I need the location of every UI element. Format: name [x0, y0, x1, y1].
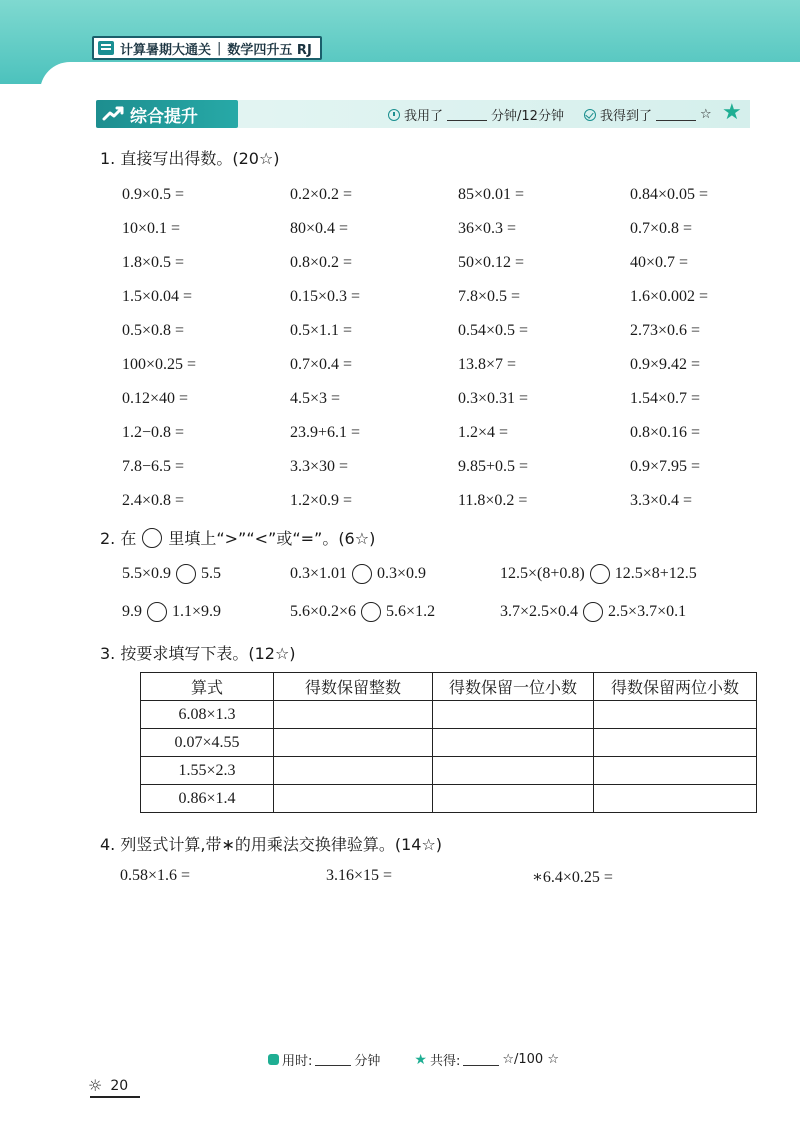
table-answer-cell[interactable] — [594, 785, 757, 813]
comparison-item — [290, 602, 500, 622]
q1-problem: 1.2×4 = — [458, 424, 509, 441]
q1-problem: 85×0.01 = — [458, 186, 525, 203]
page-underline — [90, 1096, 140, 1098]
comparison-item — [290, 564, 500, 584]
q1-row — [122, 178, 742, 212]
q1-problem: 1.6×0.002 = — [630, 288, 709, 305]
q2-row-2 — [122, 602, 760, 622]
comparison-right: 1.1×9.9 — [172, 603, 222, 620]
time-used-blank[interactable] — [447, 108, 487, 121]
q1-grid — [122, 178, 742, 518]
table-answer-cell[interactable] — [274, 757, 433, 785]
q1-row — [122, 280, 742, 314]
q3-title: 3. 按要求填写下表。(12☆) — [100, 644, 296, 663]
q4-item: 3.16×15 = — [326, 867, 393, 884]
q1-problem: 2.73×0.6 = — [630, 322, 701, 339]
self-record — [388, 105, 712, 124]
comparison-right: 2.5×3.7×0.1 — [608, 603, 687, 620]
q1-problem: 0.2×0.2 = — [290, 186, 353, 203]
star-icon: ★ — [414, 1051, 427, 1068]
q1-problem: 0.15×0.3 = — [290, 288, 361, 305]
q1-problem: 3.3×30 = — [290, 458, 349, 475]
table-expression-cell: 1.55×2.3 — [141, 757, 274, 785]
q1-problem: 9.85+0.5 = — [458, 458, 529, 475]
q1-problem: 50×0.12 = — [458, 254, 525, 271]
answer-circle[interactable] — [590, 564, 610, 584]
q1-problem: 100×0.25 = — [122, 356, 197, 373]
q3-table — [140, 672, 757, 813]
q2-row-1 — [122, 564, 760, 584]
clock-icon — [388, 109, 400, 121]
table-answer-cell[interactable] — [433, 785, 594, 813]
q1-row — [122, 348, 742, 382]
footer-time-unit: 分钟 — [354, 1054, 381, 1069]
series-tag — [92, 36, 322, 60]
table-row — [141, 785, 757, 813]
q1-problem: 0.9×0.5 = — [122, 186, 185, 203]
q1-problem: 80×0.4 = — [290, 220, 349, 237]
q1-problem: 0.84×0.05 = — [630, 186, 709, 203]
q1-problem: 1.2−0.8 = — [122, 424, 185, 441]
footer-score-unit: ☆/100 ☆ — [502, 1052, 559, 1067]
comparison-item — [122, 564, 290, 584]
time-unit: 分钟/12分钟 — [491, 109, 564, 124]
page-curve — [40, 62, 800, 102]
q1-problem: 11.8×0.2 = — [458, 492, 528, 509]
table-header-cell: 得数保留整数 — [274, 673, 433, 701]
table-answer-cell[interactable] — [274, 729, 433, 757]
score-blank[interactable] — [656, 108, 696, 121]
q2-title-pre: 2. 在 — [100, 529, 137, 548]
comparison-item — [122, 602, 290, 622]
comparison-right: 5.5 — [201, 565, 222, 582]
footer-score-blank[interactable] — [463, 1053, 499, 1066]
table-answer-cell[interactable] — [433, 757, 594, 785]
q1-problem: 0.5×1.1 = — [290, 322, 353, 339]
q1-problem: 13.8×7 = — [458, 356, 517, 373]
table-expression-cell: 6.08×1.3 — [141, 701, 274, 729]
q1-problem: 40×0.7 = — [630, 254, 689, 271]
trend-up-icon — [102, 105, 126, 123]
comparison-item — [500, 602, 760, 622]
comparison-left: 9.9 — [122, 603, 142, 620]
footer-time-label: 用时: — [282, 1054, 313, 1069]
q1-problem: 0.5×0.8 = — [122, 322, 185, 339]
comparison-right: 5.6×1.2 — [386, 603, 436, 620]
q2-title — [100, 526, 375, 549]
footer-time-blank[interactable] — [315, 1053, 351, 1066]
answer-circle[interactable] — [361, 602, 381, 622]
footer-record — [268, 1050, 559, 1069]
series-subject: 数学四升五 RJ — [227, 42, 312, 58]
footer-score — [414, 1050, 559, 1069]
q1-problem: 2.4×0.8 = — [122, 492, 185, 509]
page-number-area — [88, 1076, 128, 1095]
star-decoration-icon: ★ — [722, 100, 742, 125]
score-star: ☆ — [699, 107, 712, 122]
q1-problem: 7.8×0.5 = — [458, 288, 521, 305]
q1-problem: 3.3×0.4 = — [630, 492, 693, 509]
q4-item: 0.58×1.6 = — [120, 867, 191, 884]
answer-circle[interactable] — [583, 602, 603, 622]
q1-problem: 0.8×0.16 = — [630, 424, 701, 441]
table-answer-cell[interactable] — [274, 701, 433, 729]
q1-problem: 0.3×0.31 = — [458, 390, 529, 407]
table-expression-cell: 0.07×4.55 — [141, 729, 274, 757]
q1-problem: 36×0.3 = — [458, 220, 517, 237]
q1-row — [122, 246, 742, 280]
check-icon — [584, 109, 596, 121]
time-used-label: 我用了 — [404, 109, 444, 124]
q1-problem: 0.7×0.4 = — [290, 356, 353, 373]
q1-problem: 0.9×7.95 = — [630, 458, 701, 475]
q1-problem: 23.9+6.1 = — [290, 424, 361, 441]
table-answer-cell[interactable] — [433, 729, 594, 757]
footer-time — [268, 1050, 380, 1069]
q2-title-post: 里填上“>”“<”或“=”。(6☆) — [168, 529, 376, 548]
comparison-left: 3.7×2.5×0.4 — [500, 603, 579, 620]
q1-row — [122, 382, 742, 416]
timer-icon — [268, 1054, 279, 1065]
table-expression-cell: 0.86×1.4 — [141, 785, 274, 813]
q1-problem: 4.5×3 = — [290, 390, 341, 407]
section-title: 综合提升 — [130, 106, 198, 127]
q1-row — [122, 450, 742, 484]
answer-circle[interactable] — [352, 564, 372, 584]
answer-circle[interactable] — [147, 602, 167, 622]
section-header — [96, 100, 238, 128]
series-separator: | — [217, 40, 222, 56]
q1-problem: 1.54×0.7 = — [630, 390, 701, 407]
table-row — [141, 701, 757, 729]
book-icon — [98, 41, 114, 55]
comparison-item — [500, 564, 760, 584]
score-label: 我得到了 — [599, 109, 652, 124]
q1-problem: 7.8−6.5 = — [122, 458, 185, 475]
table-answer-cell[interactable] — [594, 701, 757, 729]
comparison-left: 12.5×(8+0.8) — [500, 565, 585, 582]
table-answer-cell[interactable] — [433, 701, 594, 729]
answer-circle[interactable] — [176, 564, 196, 584]
q4-item: ∗6.4×0.25 = — [532, 869, 613, 886]
comparison-right: 12.5×8+12.5 — [614, 565, 697, 582]
q1-problem: 1.5×0.04 = — [122, 288, 193, 305]
q1-row — [122, 416, 742, 450]
page-number: 20 — [110, 1077, 129, 1094]
q4-title: 4. 列竖式计算,带∗的用乘法交换律验算。(14☆) — [100, 835, 443, 854]
q1-problem: 1.2×0.9 = — [290, 492, 353, 509]
table-header-cell: 算式 — [141, 673, 274, 701]
q1-title: 1. 直接写出得数。(20☆) — [100, 149, 280, 168]
q1-problem: 0.12×40 = — [122, 390, 189, 407]
q1-problem: 0.9×9.42 = — [630, 356, 701, 373]
table-answer-cell[interactable] — [594, 757, 757, 785]
q1-problem: 0.8×0.2 = — [290, 254, 353, 271]
q1-row — [122, 314, 742, 348]
q1-problem: 10×0.1 = — [122, 220, 181, 237]
sun-icon: ☼ — [88, 1076, 103, 1095]
table-header-row — [141, 673, 757, 701]
q1-row — [122, 484, 742, 518]
q1-problem: 0.54×0.5 = — [458, 322, 529, 339]
table-row — [141, 757, 757, 785]
table-row — [141, 729, 757, 757]
circle-icon — [142, 528, 162, 548]
table-answer-cell[interactable] — [594, 729, 757, 757]
table-answer-cell[interactable] — [274, 785, 433, 813]
q1-problem: 0.7×0.8 = — [630, 220, 693, 237]
q1-row — [122, 212, 742, 246]
comparison-right: 0.3×0.9 — [377, 565, 427, 582]
q1-problem: 1.8×0.5 = — [122, 254, 185, 271]
comparison-left: 0.3×1.01 — [290, 565, 348, 582]
table-header-cell: 得数保留一位小数 — [433, 673, 594, 701]
q4-items — [120, 867, 680, 891]
comparison-left: 5.6×0.2×6 — [290, 603, 357, 620]
comparison-left: 5.5×0.9 — [122, 565, 172, 582]
footer-score-label: 共得: — [429, 1054, 461, 1069]
series-title: 计算暑期大通关 — [120, 42, 212, 58]
table-header-cell: 得数保留两位小数 — [594, 673, 757, 701]
